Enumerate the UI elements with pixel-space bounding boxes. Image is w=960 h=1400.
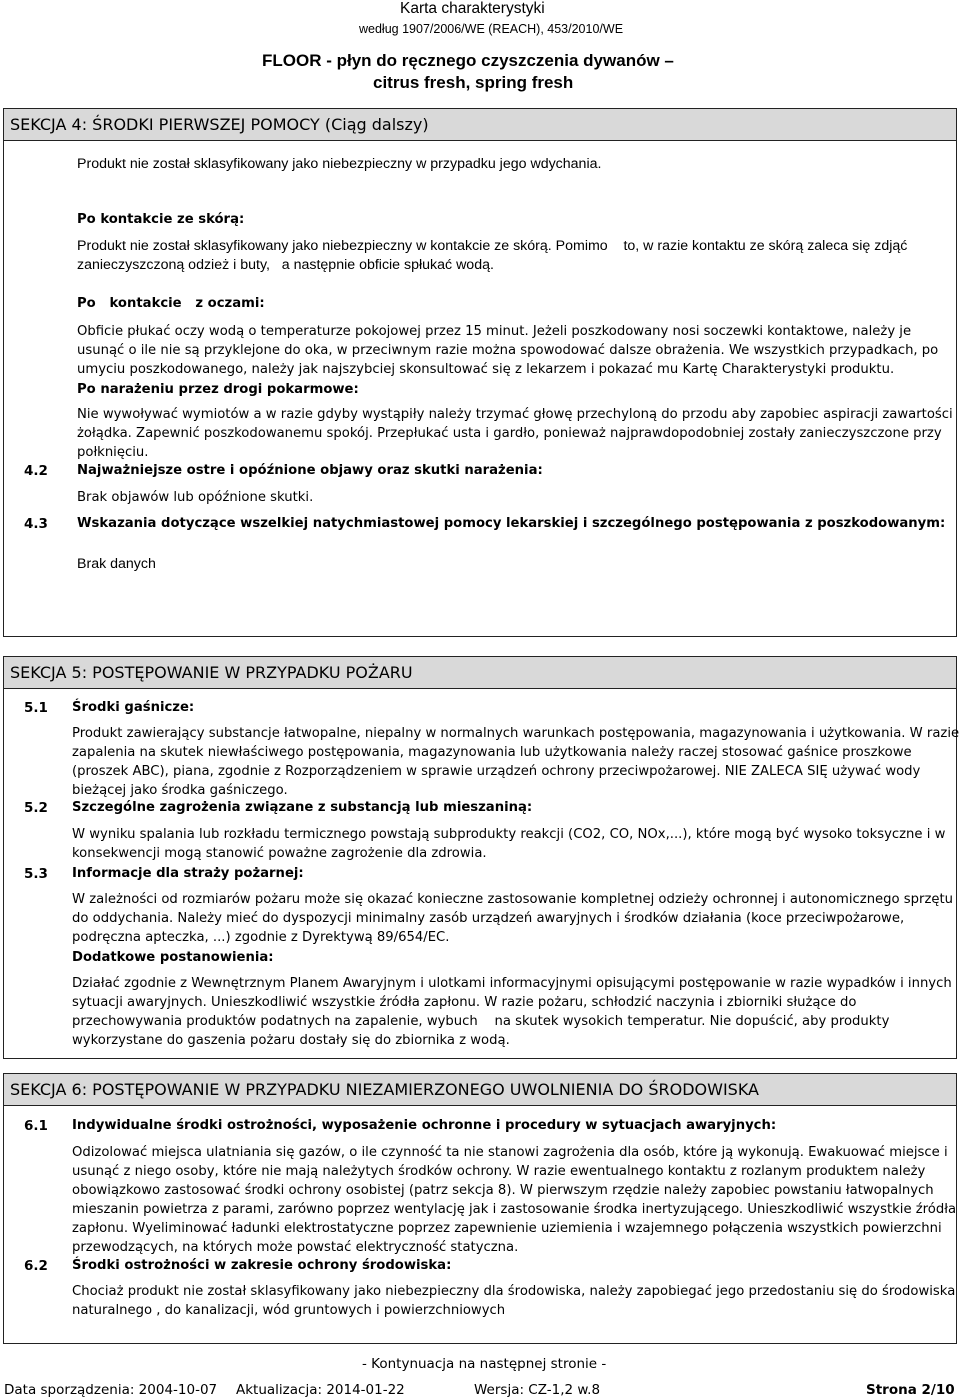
subsection-text: przewodzących, na których może powstać elektryczność statyczna. (72, 1240, 519, 1255)
product-name-line2: citrus fresh, spring fresh (373, 73, 574, 92)
section-6-title: SEKCJA 6: POSTĘPOWANIE W PRZYPADKU NIEZAMIERZONEGO UWOLNIENIA DO ŚRODOWISKA (10, 1080, 759, 1099)
section-4-header (4, 109, 956, 141)
ingestion-heading: Po narażeniu przez drogi pokarmowe: (77, 382, 359, 397)
subsection-heading: Środki ostrożności w zakresie ochrony środowiska: (72, 1258, 452, 1273)
subsection-text: zapłonu. Wyeliminować ładunki elektrostatyczne poprzez zapewnienie uziemienia i wzajemnego połączenia wszystkich powierzchni (72, 1221, 942, 1236)
subsection-heading: Najważniejsze ostre i opóźnione objawy oraz skutki narażenia: (77, 463, 543, 478)
subsection-text: usunąć z niego osoby, które nie mają należytych środków ochrony. W razie ewentualnego kontaktu z rozlanym produktem należy (72, 1164, 926, 1179)
ingestion-text: Nie wywoływać wymiotów a w razie gdyby wystąpiły należy trzymać głowę przechyloną do przodu aby zapobiec aspiracji zawartości (77, 407, 953, 422)
subsection-text: (proszek ABC), piana, zgodnie z Rozporządzeniem w sprawie urządzeń ochrony przeciwpożarowej. NIE ZALECA SIĘ używać wody (72, 764, 921, 779)
subsection-number: 4.3 (24, 516, 48, 532)
subsection-number: 6.1 (24, 1118, 48, 1134)
subsection-number: 5.2 (24, 800, 48, 816)
inhalation-text: Produkt nie został sklasyfikowany jako niebezpieczny w przypadku jego wdychania. (77, 156, 602, 172)
subsection-text: konsekwencji mogą stanowić poważne zagrożenie dla zdrowia. (72, 846, 487, 861)
subsection-text: zapalenia na skutek niewłaściwego postępowania, magazynowania lub użytkowania należy raczej stosować gaśnice proszkowe (72, 745, 912, 760)
subsection-text: W wyniku spalania lub rozkładu termicznego powstają subprodukty reakcji (CO2, CO, NOx,...), które mogą być wysoko toksyczne i w (72, 827, 946, 842)
eye-contact-heading: Po kontakcie z oczami: (77, 296, 265, 311)
additional-provisions-heading: Dodatkowe postanowienia: (72, 950, 274, 965)
subsection-text: obowiązkowo zastosować środki ochrony osobistej (patrz sekcja 8). W pierwszym rzędzie należy zapobiec powstaniu łatwopalnych (72, 1183, 934, 1198)
subsection-heading: Informacje dla straży pożarnej: (72, 866, 304, 881)
subsection-heading: Indywidualne środki ostrożności, wyposażenie ochronne i procedury w sytuacjach awaryjnych: (72, 1118, 777, 1133)
version: Wersja: CZ-1,2 w.8 (474, 1382, 601, 1398)
skin-contact-text: zanieczyszczoną odzież i buty, a następnie obficie spłukać wodą. (77, 257, 494, 273)
subsection-number: 6.2 (24, 1258, 48, 1274)
skin-contact-text: Produkt nie został sklasyfikowany jako niebezpieczny w kontakcie ze skórą. Pomimo to, w razie kontaktu ze skórą zaleca się zdjąć (77, 238, 908, 254)
subsection-text: sytuacji awaryjnych. Unieszkodliwić wszystkie źródła zapłonu. W razie pożaru, schłodzić naczynia i zbiorniki służące do (72, 995, 857, 1010)
section-6-header (4, 1074, 956, 1106)
skin-contact-heading: Po kontakcie ze skórą: (77, 212, 245, 227)
subsection-text: do oddychania. Należy mieć do dyspozycji minimalny zasób urządzeń awaryjnych i środków działania (koce przeciwpożarowe, (72, 911, 905, 926)
subsection-text: naturalnego , do kanalizacji, wód gruntowych i powierzchniowych (72, 1303, 506, 1318)
date-prepared: Data sporządzenia: 2004-10-07 (4, 1382, 218, 1398)
eye-contact-text: usunąć o ile nie są przyklejone do oka, w przeciwnym razie można spowodować dalsze obrażenia. We wszystkich przypadkach, po (77, 343, 939, 358)
subsection-text: przechowywania produktów podatnych na zapalenie, wybuch na skutek wysokich temperatur. Nie dopuścić, aby produkty (72, 1014, 890, 1029)
subsection-text: mieszanin powietrza z parami, zarówno poprzez wentylację jak i zastosowanie środka inertyzującego. Unieszkodliwić wszystkie źródła (72, 1202, 957, 1217)
subsection-text: Brak danych (77, 556, 156, 572)
subsection-heading: Szczególne zagrożenia związane z substancją lub mieszaniną: (72, 800, 533, 815)
product-name-line1: FLOOR - płyn do ręcznego czyszczenia dywanów – (262, 51, 674, 70)
ingestion-text: żołądka. Zapewnić poszkodowanemu spokój. Przepłukać usta i gardło, ponieważ najprawdopodobniej zostały zanieczyszczone przy (77, 426, 942, 441)
subsection-text: Odizolować miejsca ulatniania się gazów, o ile czynność ta nie stanowi zagrożenia dla osób, które ją wykonują. Ewakuować miejsce i (72, 1145, 948, 1160)
ingestion-text: połknięciu. (77, 445, 149, 460)
subsection-text: Brak objawów lub opóźnione skutki. (77, 490, 314, 505)
subsection-text: Działać zgodnie z Wewnętrznym Planem Awaryjnym i ulotkami informacyjnymi opisującymi postępowanie w razie wypadków i innych (72, 976, 952, 991)
subsection-number: 5.3 (24, 866, 48, 882)
update-date: Aktualizacja: 2014-01-22 (236, 1382, 405, 1398)
subsection-heading: Środki gaśnicze: (72, 700, 195, 715)
document-type: Karta charakterystyki (400, 0, 545, 17)
subsection-text: Chociaż produkt nie został sklasyfikowany jako niebezpieczny dla środowiska, należy zapobiegać jego przedostaniu się do środowiska (72, 1284, 956, 1299)
subsection-text: podręczna apteczka, ...) zgodnie z Dyrektywą 89/654/EC. (72, 930, 450, 945)
regulation-reference: według 1907/2006/WE (REACH), 453/2010/WE (359, 22, 624, 36)
subsection-text: wykorzystane do gaszenia pożaru dostały się do zbiornika z wodą. (72, 1033, 510, 1048)
section-5-title: SEKCJA 5: POSTĘPOWANIE W PRZYPADKU POŻARU (10, 663, 413, 682)
eye-contact-text: Obficie płukać oczy wodą o temperaturze pokojowej przez 15 minut. Jeżeli poszkodowany nosi soczewki kontaktowe, należy je (77, 324, 912, 339)
subsection-text: W zależności od rozmiarów pożaru może się okazać konieczne zastosowanie kompletnej odzieży ochronnej i autonomicznego sprzętu (72, 892, 954, 907)
section-4-title: SEKCJA 4: ŚRODKI PIERWSZEJ POMOCY (Ciąg dalszy) (10, 115, 429, 134)
subsection-text: bieżącej jako środka gaśniczego. (72, 783, 288, 798)
section-5-header (4, 657, 956, 689)
subsection-number: 5.1 (24, 700, 48, 716)
continued-notice: - Kontynuacja na następnej stronie - (362, 1356, 607, 1372)
subsection-number: 4.2 (24, 463, 48, 479)
page-number: Strona 2/10 (866, 1382, 955, 1398)
subsection-heading: Wskazania dotyczące wszelkiej natychmiastowej pomocy lekarskiej i szczególnego postępowania z poszkodowanym: (77, 516, 946, 531)
eye-contact-text: umyciu poszkodowanego, należy jak najszybciej skonsultować się z lekarzem i pokazać mu Kartę Charakterystyki produktu. (77, 362, 895, 377)
subsection-text: Produkt zawierający substancje łatwopalne, niepalny w normalnych warunkach postępowania, magazynowania i użytkowania. W razie (72, 726, 960, 741)
